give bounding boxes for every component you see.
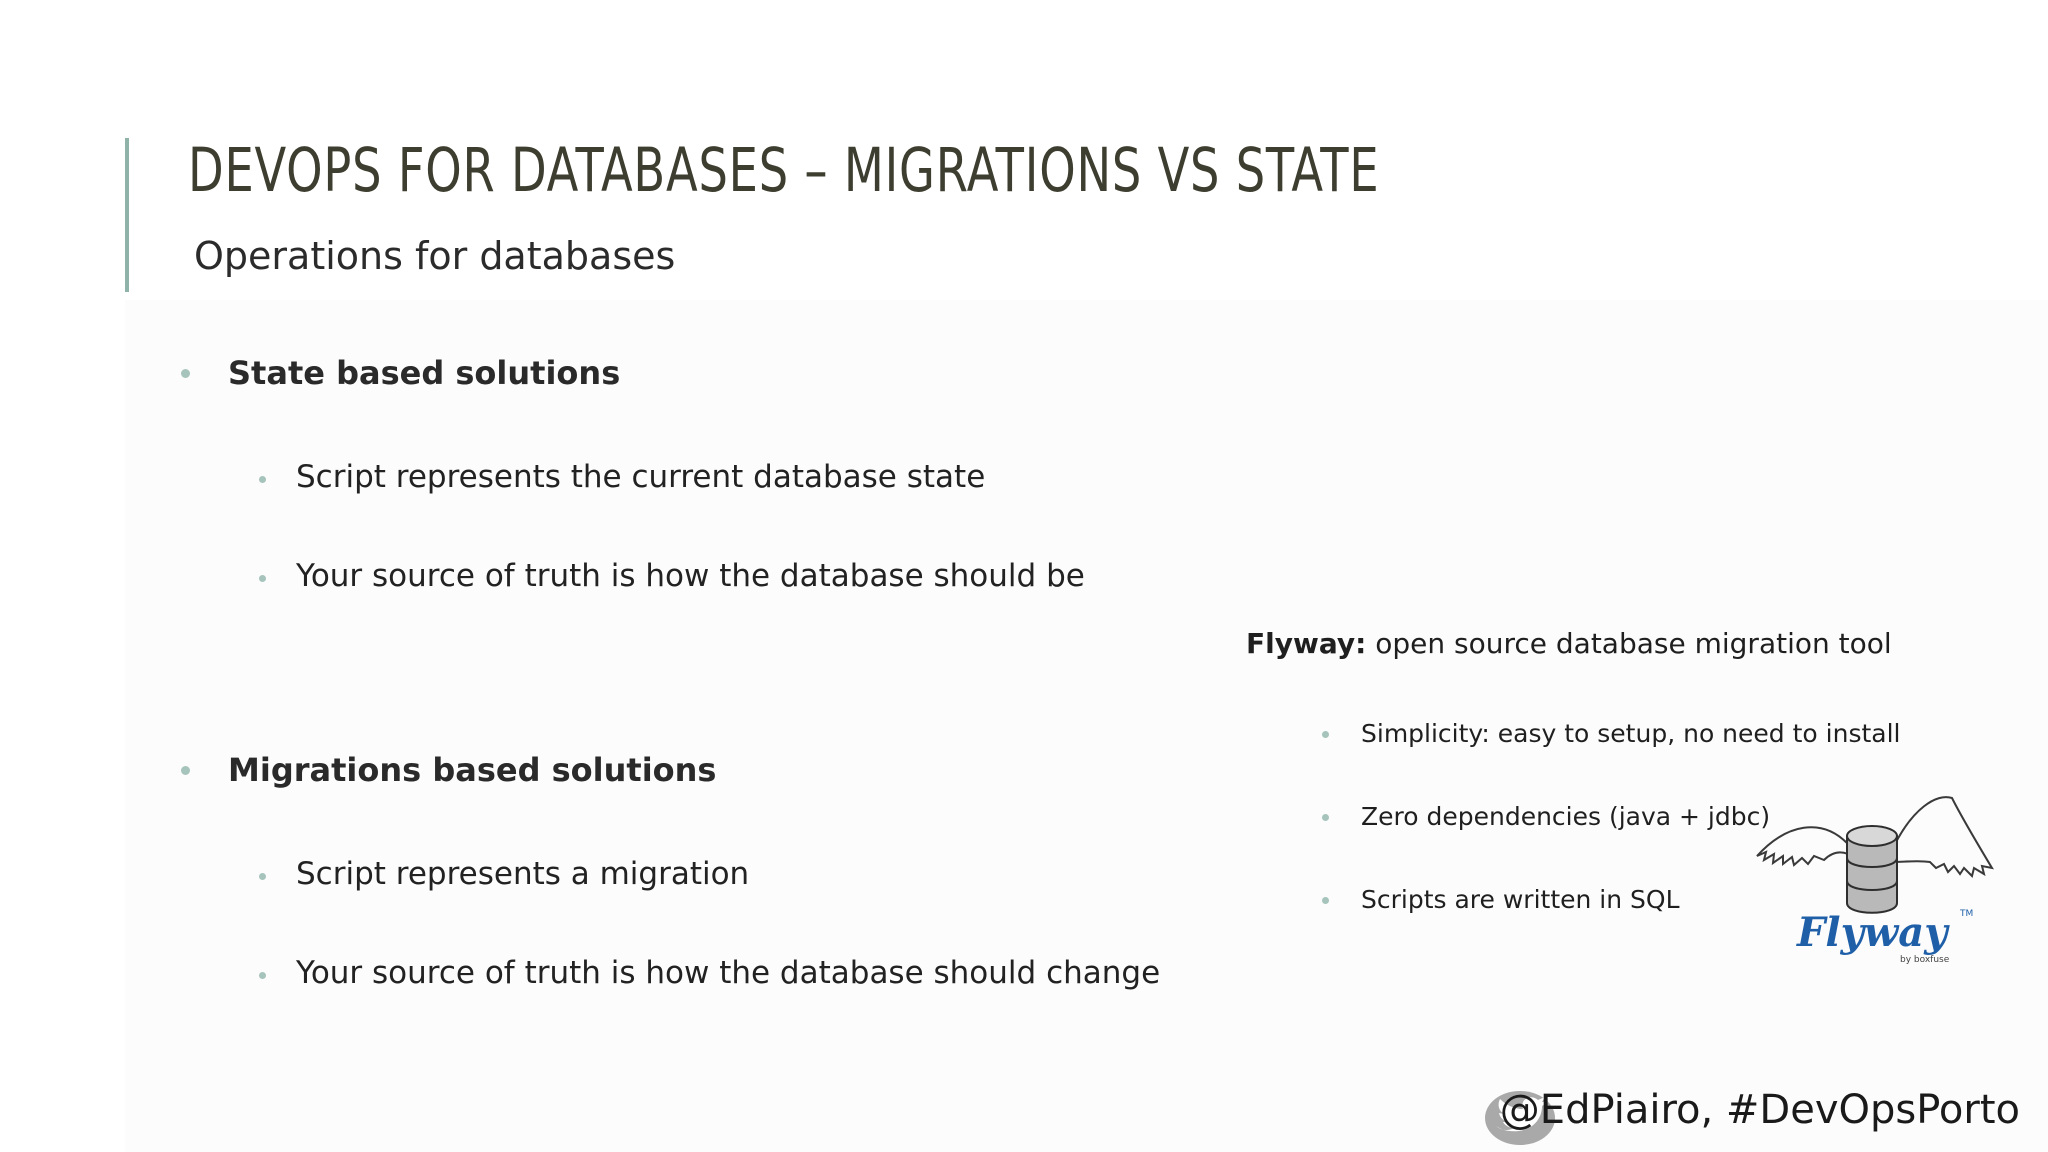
- migrations-item: Your source of truth is how the database should change: [296, 955, 1161, 991]
- flyway-item: Zero dependencies (java + jdbc): [1361, 802, 1771, 831]
- flyway-logo-tm: TM: [1960, 909, 1974, 919]
- title-accent-bar: [125, 138, 129, 292]
- page-title: DEVOPS FOR DATABASES – MIGRATIONS VS STATE: [188, 135, 1380, 206]
- bullet-dot: [259, 476, 266, 483]
- bullet-dot: [1322, 731, 1329, 738]
- bullet-dot: [259, 575, 266, 582]
- left-wing-icon: [1757, 827, 1848, 865]
- bullet-dot: [181, 369, 190, 378]
- flyway-label: Flyway:: [1246, 627, 1367, 660]
- twitter-handle[interactable]: @EdPiairo, #DevOpsPorto: [1499, 1087, 2020, 1133]
- right-wing-icon: [1892, 797, 1992, 876]
- bullet-dot: [259, 873, 266, 880]
- bullet-dot: [259, 972, 266, 979]
- flyway-description: open source database migration tool: [1366, 627, 1892, 660]
- migrations-item: Script represents a migration: [296, 856, 750, 892]
- flyway-item: Scripts are written in SQL: [1361, 885, 1680, 914]
- state-heading: State based solutions: [228, 354, 621, 392]
- flyway-logo-byline: by boxfuse: [1900, 955, 1950, 965]
- state-item: Script represents the current database state: [296, 459, 986, 495]
- flyway-logo: [1752, 788, 2000, 970]
- page-subtitle: Operations for databases: [194, 234, 676, 278]
- bullet-dot: [181, 766, 190, 775]
- bullet-dot: [1322, 897, 1329, 904]
- flyway-item: Simplicity: easy to setup, no need to install: [1361, 719, 1901, 748]
- database-cylinder-icon: [1847, 826, 1897, 913]
- flyway-logo-text: Flyway: [1797, 909, 1948, 956]
- flyway-heading: [1246, 627, 1892, 660]
- bullet-dot: [1322, 814, 1329, 821]
- migrations-heading: Migrations based solutions: [228, 751, 717, 789]
- state-item: Your source of truth is how the database should be: [296, 558, 1085, 594]
